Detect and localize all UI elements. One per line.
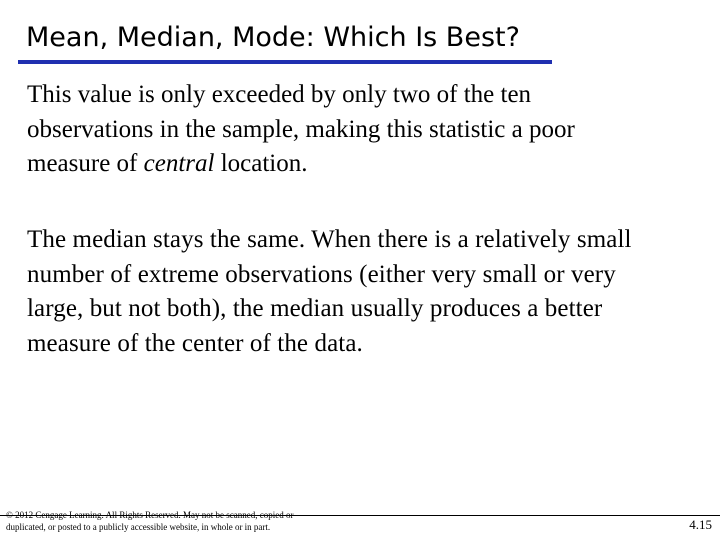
copyright-notice <box>6 509 294 533</box>
paragraph-line: large, but not both), the median usually produces a better <box>27 295 603 322</box>
paragraph-line: observations in the sample, making this statistic a poor <box>27 115 575 143</box>
paragraph-text: measure of <box>27 150 144 177</box>
paragraph-median <box>27 223 707 361</box>
copyright-line: © 2012 Cengage Learning. All Rights Reserved. May not be scanned, copied or <box>6 510 294 520</box>
page-number: 4.15 <box>689 517 712 532</box>
paragraph-line: This value is only exceeded by only two of the ten <box>27 81 532 108</box>
paragraph-mean <box>27 78 697 182</box>
paragraph-line <box>27 147 697 182</box>
paragraph-line: The median stays the same. When there is a relatively small <box>27 226 632 253</box>
copyright-line: duplicated, or posted to a publicly accessible website, in whole or in part. <box>6 522 271 532</box>
paragraph-line: number of extreme observations (either very small or very <box>27 260 616 288</box>
paragraph-text: location. <box>214 150 308 177</box>
emphasis-text: central <box>143 150 215 177</box>
slide-title: Mean, Median, Mode: Which Is Best? <box>26 22 520 53</box>
paragraph-line: measure of the center of the data. <box>27 329 363 357</box>
title-underline <box>18 60 552 64</box>
